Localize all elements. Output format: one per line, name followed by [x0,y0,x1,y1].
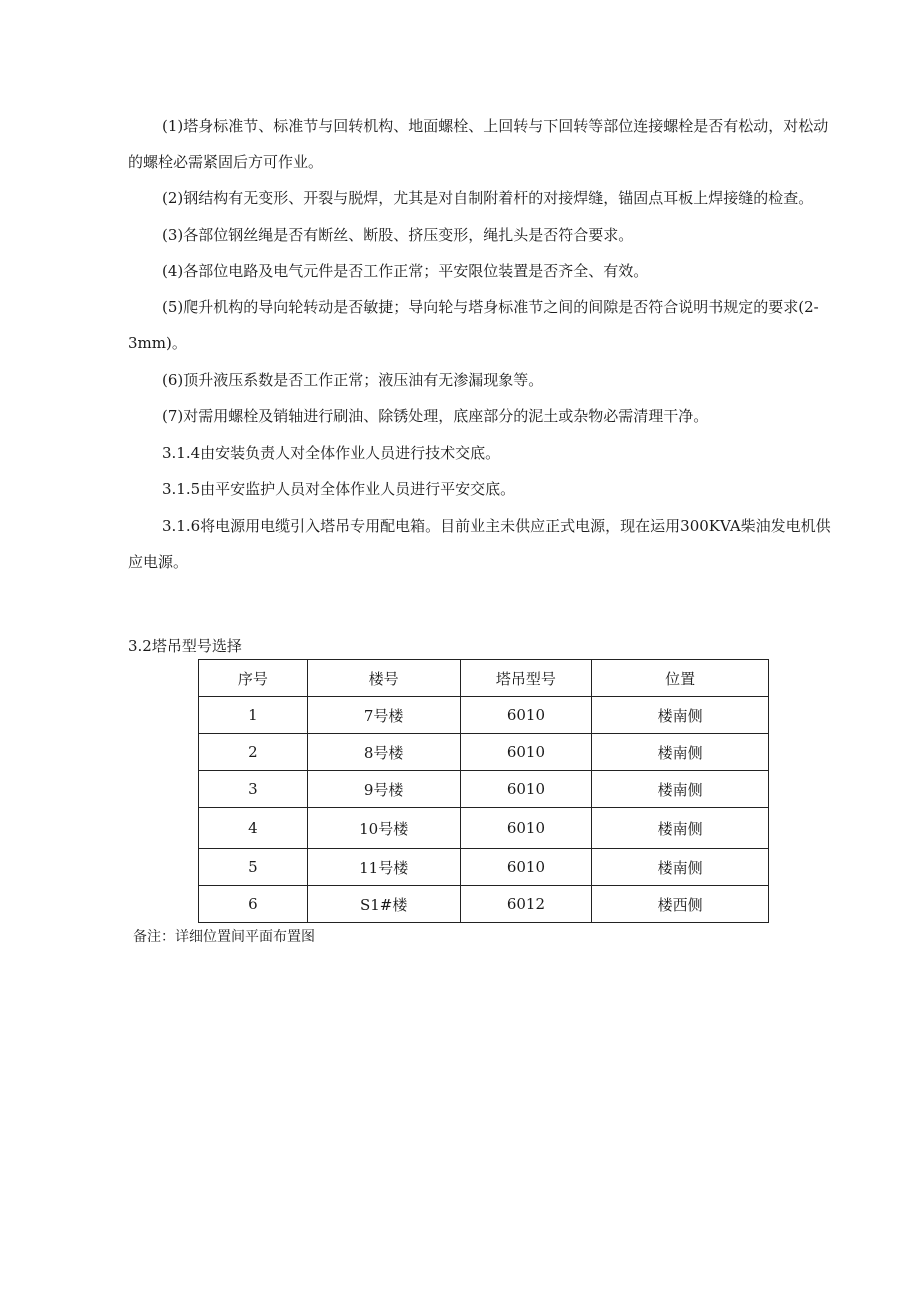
cell-index: 4 [199,808,308,849]
cell-crane-model: 6010 [460,734,592,771]
header-building: 楼号 [307,660,460,697]
cell-position: 楼南侧 [592,808,769,849]
cell-building: 10号楼 [307,808,460,849]
table-row [199,771,769,808]
cell-index: 3 [199,771,308,808]
cell-crane-model: 6010 [460,697,592,734]
paragraph-electrical: (4)各部位电路及电气元件是否工作正常；平安限位装置是否齐全、有效。 [162,262,649,280]
cell-index: 1 [199,697,308,734]
cell-position: 楼西侧 [592,886,769,923]
paragraph-climbing-guide: (5)爬升机构的导向轮转动是否敏捷；导向轮与塔身标准节之间的间隙是否符合说明书规定的要求(2-3mm)。 [128,298,819,352]
table-row [199,734,769,771]
header-crane-model: 塔吊型号 [460,660,592,697]
cell-building: 8号楼 [307,734,460,771]
cell-position: 楼南侧 [592,734,769,771]
section-heading: 3.2塔吊型号选择 [128,637,242,655]
cell-building: S1#楼 [307,886,460,923]
cell-building: 11号楼 [307,849,460,886]
cell-crane-model: 6010 [460,849,592,886]
paragraph-steel-structure: (2)钢结构有无变形、开裂与脱焊，尤其是对自制附着杆的对接焊缝，锚固点耳板上焊接缝的检查。 [162,189,814,207]
cell-position: 楼南侧 [592,771,769,808]
cell-crane-model: 6010 [460,771,592,808]
cell-index: 6 [199,886,308,923]
cell-building: 9号楼 [307,771,460,808]
table-row [199,849,769,886]
table-note: 备注：详细位置间平面布置图 [133,929,315,945]
cell-index: 5 [199,849,308,886]
paragraph-3-1-5: 3.1.5由平安监护人员对全体作业人员进行平安交底。 [162,480,516,498]
paragraph-hydraulic: (6)顶升液压系数是否工作正常；液压油有无渗漏现象等。 [162,371,544,389]
paragraph-lubrication: (7)对需用螺栓及销轴进行刷油、除锈处理，底座部分的泥土或杂物必需清理干净。 [162,407,709,425]
paragraph-3-1-6: 3.1.6将电源用电缆引入塔吊专用配电箱。目前业主未供应正式电源，现在运用300KVA柴油发电机供应电源。 [128,517,831,571]
header-index: 序号 [199,660,308,697]
table-header-row [199,660,769,697]
crane-model-table [198,659,769,923]
table-row [199,697,769,734]
paragraph-3-1-4: 3.1.4由安装负责人对全体作业人员进行技术交底。 [162,444,501,462]
cell-building: 7号楼 [307,697,460,734]
table-row [199,886,769,923]
cell-index: 2 [199,734,308,771]
header-position: 位置 [592,660,769,697]
table-row [199,808,769,849]
cell-crane-model: 6012 [460,886,592,923]
paragraph-bolt-check: (1)塔身标准节、标准节与回转机构、地面螺栓、上回转与下回转等部位连接螺栓是否有松动，对松动的螺栓必需紧固后方可作业。 [128,117,829,171]
cell-position: 楼南侧 [592,697,769,734]
cell-position: 楼南侧 [592,849,769,886]
paragraph-wire-rope: (3)各部位钢丝绳是否有断丝、断股、挤压变形，绳扎头是否符合要求。 [162,226,634,244]
cell-crane-model: 6010 [460,808,592,849]
